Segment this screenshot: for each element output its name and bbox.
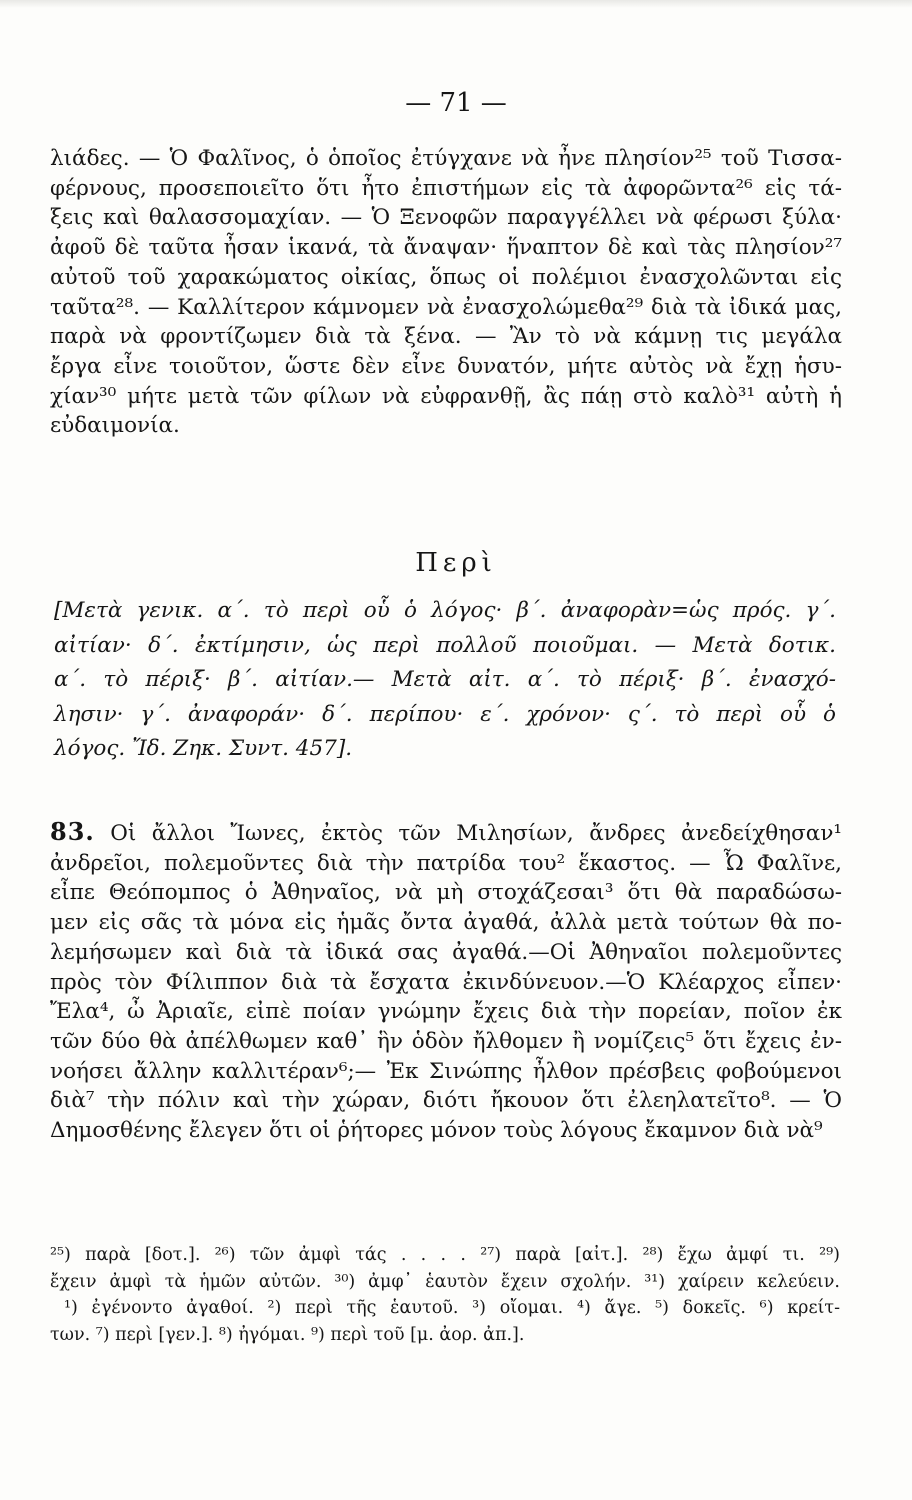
text-line: ταῦτα²⁸. — Καλλίτερον κάμνομεν νὰ ἐνασχολώμεθα²⁹ διὰ τὰ ἰδικά μας, [50, 294, 842, 320]
note-line: αἰτίαν· δ΄. ἐκτίμησιν, ὡς περὶ πολλοῦ ποιοῦμαι. — Μετὰ δοτικ. [54, 632, 836, 658]
paragraph-number: 83. [50, 817, 95, 846]
text-line-content: Οἱ ἄλλοι Ἴωνες, ἐκτὸς τῶν Μιλησίων, ἄνδρες ἀνεδείχθησαν¹ [110, 821, 843, 846]
page-number: — 71 — [405, 88, 507, 118]
text-line: χίαν³⁰ μήτε μετὰ τῶν φίλων νὰ εὐφρανθῇ, ἂς πάῃ στὸ καλὸ³¹ αὐτὴ ἡ [50, 383, 842, 409]
footnote-line: ¹) ἐγένοντο ἀγαθοί. ²) περὶ τῆς ἑαυτοῦ. ³) οἴομαι. ⁴) ἄγε. ⁵) δοκεῖς. ⁶) κρείτ- [64, 1298, 840, 1318]
paragraph-1 [50, 144, 842, 441]
text-line [50, 817, 842, 849]
text-line: παρὰ νὰ φροντίζωμεν διὰ τὰ ξένα. — Ἂν τὸ νὰ κάμνῃ τις μεγάλα [50, 324, 842, 350]
footnote-line: των. ⁷) περὶ [γεν.]. ⁸) ἠγόμαι. ⁹) περὶ τοῦ [μ. ἀορ. ἀπ.]. [50, 1324, 525, 1345]
text-line: τῶν δύο θὰ ἀπέλθωμεν καθ᾽ ἣν ὁδὸν ἤλθομεν ἢ νομίζεις⁵ ὅτι ἔχεις ἐν- [50, 1028, 842, 1054]
text-line: αὐτοῦ τοῦ χαρακώματος οἰκίας, ὅπως οἱ πολέμιοι ἐνασχολῶνται εἰς [50, 264, 842, 290]
paragraph-83 [50, 817, 842, 1146]
text-line: Ἔλα⁴, ὦ Ἀριαῖε, εἰπὲ ποίαν γνώμην ἔχεις διὰ τὴν πορείαν, ποῖον ἐκ [50, 999, 842, 1025]
footnotes [50, 1242, 840, 1348]
text-line: λεμήσωμεν καὶ διὰ τὰ ἰδικά σας ἀγαθά.—Οἱ Ἀθηναῖοι πολεμοῦντες [50, 939, 842, 965]
text-line: λιάδες. — Ὁ Φαλῖνος, ὁ ὁποῖος ἐτύγχανε νὰ ἦνε πλησίον²⁵ τοῦ Τισσα- [50, 146, 842, 171]
note-line: λησιν· γ΄. ἀναφοράν· δ΄. περίπου· ε΄. χρόνον· ς΄. τὸ περὶ οὗ ὁ [54, 701, 836, 727]
note-line: λόγος. Ἴδ. Ζηκ. Συντ. 457]. [54, 736, 353, 761]
text-line: φέρνους, προσεποιεῖτο ὅτι ἦτο ἐπιστήμων εἰς τὰ ἀφορῶντα²⁶ εἰς τά- [50, 175, 842, 201]
text-line: μεν εἰς σᾶς τὰ μόνα εἰς ἡμᾶς ὄντα ἀγαθά, ἀλλὰ μετὰ τούτων θὰ πο- [50, 910, 842, 936]
text-line: ἀφοῦ δὲ ταῦτα ἦσαν ἱκανά, τὰ ἄναψαν· ἥναπτον δὲ καὶ τὰς πλησίον²⁷ [50, 235, 842, 261]
text-line: ἔργα εἶνε τοιοῦτον, ὥστε δὲν εἶνε δυνατόν, μήτε αὐτὸς νὰ ἔχῃ ἡσυ- [50, 353, 842, 379]
footnote-line: ἔχειν ἀμφὶ τὰ ἡμῶν αὐτῶν. ³⁰) ἀμφ᾽ ἑαυτὸν ἔχειν σχολήν. ³¹) χαίρειν κελεύειν. [50, 1271, 840, 1292]
text-line: νοήσει ἄλλην καλλιτέραν⁶;— Ἐκ Σινώπης ἦλθον πρέσβεις φοβούμενοι [50, 1058, 842, 1084]
note-line: α΄. τὸ πέριξ· β΄. αἰτίαν.— Μετὰ αἰτ. α΄. τὸ πέριξ· β΄. ἐνασχό- [54, 667, 836, 692]
text-line: πρὸς τὸν Φίλιππον διὰ τὰ ἔσχατα ἐκινδύνευον.—Ὁ Κλέαρχος εἶπεν· [50, 969, 842, 995]
text-line: εὐδαιμονία. [50, 413, 180, 439]
text-line: εἶπε Θεόπομπος ὁ Ἀθηναῖος, νὰ μὴ στοχάζεσαι³ ὅτι θὰ παραδώσω- [50, 880, 842, 906]
text-line: διὰ⁷ τὴν πόλιν καὶ τὴν χώραν, διότι ἤκουον ὅτι ἐλεηλατεῖτο⁸. — Ὁ [50, 1088, 842, 1114]
text-line: ξεις καὶ θαλασσομαχίαν. — Ὁ Ξενοφῶν παραγγέλλει νὰ φέρωσι ξύλα· [50, 205, 842, 231]
section-title: Περὶ [415, 548, 497, 578]
page-top-edge [0, 0, 912, 8]
footnote-line: ²⁵) παρὰ [δοτ.]. ²⁶) τῶν ἀμφὶ τάς . . . . ²⁷) παρὰ [αἰτ.]. ²⁸) ἔχω ἀμφί τι. ²⁹) [50, 1245, 840, 1265]
grammar-note [54, 594, 836, 767]
text-line: ἀνδρεῖοι, πολεμοῦντες διὰ τὴν πατρίδα του² ἕκαστος. — Ὦ Φαλῖνε, [50, 850, 842, 876]
text-line: Δημοσθένης ἔλεγεν ὅτι οἱ ῥήτορες μόνον τοὺς λόγους ἔκαμνον διὰ νὰ⁹ [50, 1118, 823, 1144]
note-line: [Μετὰ γενικ. α΄. τὸ περὶ οὗ ὁ λόγος· β΄. ἀναφορὰν=ὡς πρός. γ΄. [54, 598, 836, 623]
